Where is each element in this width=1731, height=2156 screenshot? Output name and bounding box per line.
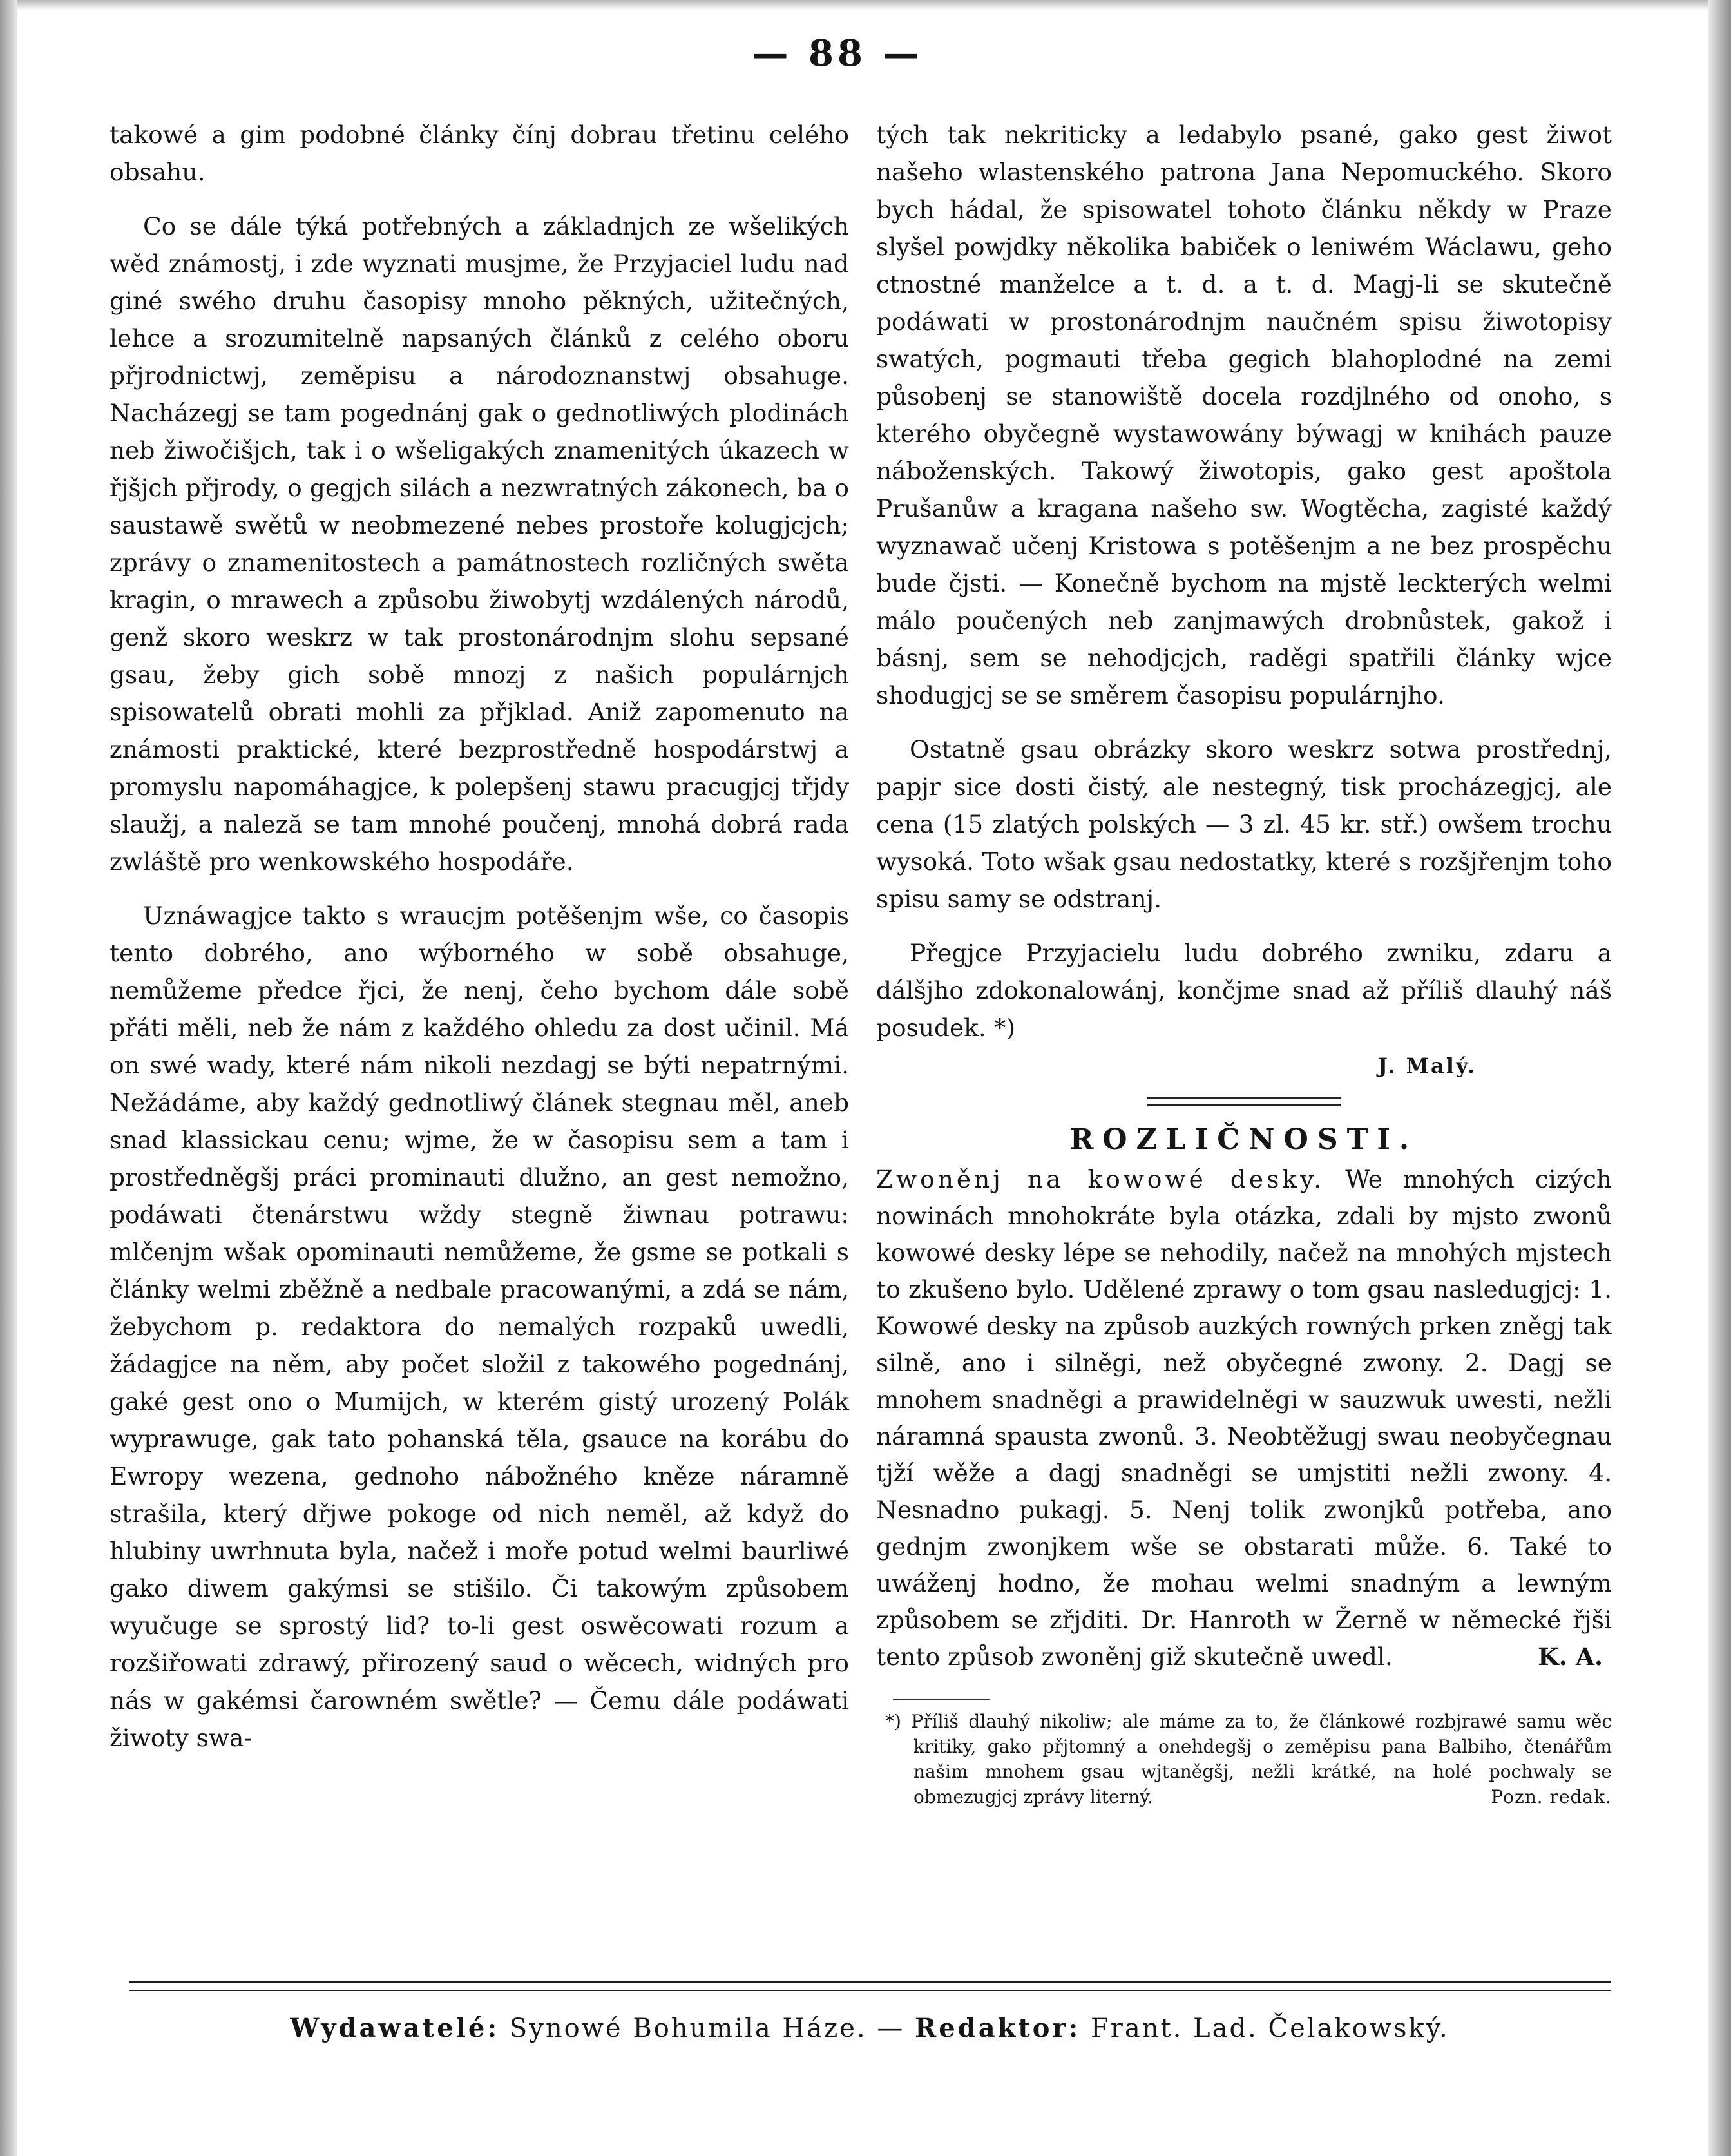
left-column xyxy=(110,116,849,1757)
footnote xyxy=(876,1709,1612,1809)
entry-heading: Zwoněnj na kowowé desky. xyxy=(876,1165,1325,1193)
section-divider xyxy=(1147,1097,1341,1106)
entry-signature: K. A. xyxy=(1538,1642,1603,1671)
left-paragraph-2: Co se dále týká potřebných a základnjch ze wšelikých wěd známostj, i zde wyznati musjme, že Przyjaciel ludu nad giné swého druhu časopisy mnoho pěkných, užitečných, lehce a srozumitelně napsaných článků z celého oboru přjrodnictwj, zeměpisu a národoznanstwj obsahuge. Nacházegj se tam pogednánj gak o gednotliwých plodinách neb žiwočišjch, tak i o wšeligakých znamenitých úkazech w řjšjch přjrody, o gegjch silách a nezwratných zákonech, ba o saustawě swětů w neobmezené nebes prostoře kolugjcjch; zprávy o znamenitostech a památnostech rozličných swěta kragin, o mrawech a způsobu žiwobytj wzdálených národů, genž skoro weskrz w tak prostonárodnjm slohu sepsané gsau, žeby gich sobě mnozj z našich populárnjch spisowatelů obrati mohli za přjklad. Aniž zapomenuto na známosti praktické, které bezprostředně hospodárstwj a promyslu napomáhagjce, k polepšenj stawu pracugjcj třjdy slaužj, a naleză se tam mnohé poučenj, mnohá dobrá rada zwláště pro wenkowského hospodáře. xyxy=(110,212,849,876)
right-paragraph-2: Ostatně gsau obrázky skoro weskrz sotwa prostřednj, papjr sice dosti čistý, ale nestegný, tisk procházegjcj, ale cena (15 zlatých polských — 3 zl. 45 kr. stř.) owšem trochu wysoká. Toto wšak gsau nedostatky, které s rozšjřenjm toho spisu samy se odstranj. xyxy=(876,735,1612,913)
footnote-text: *) Příliš dlauhý nikoliw; ale máme za to, že článkowé rozbjrawé samu wěc kritiky, gako přjtomný a onehdegšj o zeměpisu pana Balbiho, čtenářům našim mnohem gsau wjtaněgšj, nežli krátké, na holé pochwaly se obmezugjcj zprávy literný. xyxy=(885,1711,1612,1807)
right-paragraph-1: tých tak nekriticky a ledabylo psané, gako gest žiwot našeho wlastenského patrona Jana Nepomuckého. Skoro bych hádal, že spisowatel tohoto článku někdy w Praze slyšel powjdky několika babiček o leniwém Wáclawu, geho ctnostné manželce a t. d. a t. d. Magj-li se skutečně podáwati w prostonárodnjm naučném spisu žiwotopisy swatých, pogmauti třeba gegich blahoplodné na zemi působenj se stanowiště docela rozdjlného od onoho, s kterého obyčegně wystawowány býwagj w knihách pauze náboženských. Takowý žiwotopis, gako gest apoštola Prušanůw a kragana našeho sw. Wogtěcha, zagisté každý wyznawač učenj Kristowa s potěšenjm a ne bez prospěchu bude čjsti. — Konečně bychom na mjstě leckterých welmi málo poučených neb zanjmawých drobnůstek, gakož i básnj, sem se nehodjcjch, raděgi spatřili články wjce shodugjcj se se směrem časopisu populárnjho. xyxy=(876,120,1612,709)
footnote-signature: Pozn. redak. xyxy=(1491,1786,1612,1807)
scan-edge-top xyxy=(0,0,1731,10)
left-paragraph-3: Uznáwagjce takto s wraucjm potěšenjm wše, co časopis tento dobrého, ano wýborného w sobě obsahuge, nemůžeme předce řjci, že nenj, čeho bychom dále sobě přáti měli, neb že nám z každého ohledu za dost učinil. Má on swé wady, které nám nikoli nezdagj se býti nepatrnými. Nežádáme, aby každý gednotliwý článek stegnau měl, aneb snad klassickau cenu; wjme, že w časopisu sem a tam i prostředněgšj práci prominauti dlužno, an gest nemožno, podáwati čtenárstwu wždy stegně žiwnau potrawu: mlčenjm wšak opominauti nemůžeme, že gsme se potkali s články welmi zběžně a nedbale pracowanými, a zdá se nám, žebychom p. redaktora do nemalých rozpaků uwedli, žádagjce na něm, aby počet složil z takowého pogednánj, gaké gest ono o Mumijch, w kterém gistý urozený Polák wyprawuge, gak tato pohanská těla, gsauce na korábu do Ewropy wezena, gednoho nábožného kněze náramně strašila, který dřjwe pokoge od nich neměl, až když do hlubiny uwrhnuta byla, načež i moře potud welmi baurliwé gako diwem gakýmsi se stišilo. Či takowým způsobem wyučuge se sprostý lid? to-li gest oswěcowati rozum a rozšiřowati zdrawý, přirozený saud o wěcech, widných pro nás w gakémsi čarowném swětle? — Čemu dále podáwati žiwoty swa- xyxy=(110,901,849,1752)
left-paragraph-1: takowé a gim podobné články čínj dobrau třetinu celého obsahu. xyxy=(110,120,849,186)
bottom-rule xyxy=(129,1981,1611,1991)
scan-edge-right xyxy=(1708,0,1731,2156)
right-paragraph-3: Přegjce Przyjacielu ludu dobrého zwniku, zdaru a dálšjho zdokonalowánj, končjme snad až příliš dlauhý náš posudek. *) xyxy=(876,939,1612,1042)
right-column xyxy=(876,116,1612,1809)
miscellany-entry xyxy=(876,1161,1612,1675)
scan-edge-left xyxy=(0,0,17,2156)
colophon-separator: — xyxy=(877,2014,905,2043)
page-number: — 88 — xyxy=(752,32,923,75)
entry-text: We mnohých cizých nowinách mnohokráte byla otázka, zdali by mjsto zwonů kowowé desky lépe se nehodily, načež na mnohých mjstech to zkušeno bylo. Udělené zprawy o tom gsau nasledugjcj: 1. Kowowé desky na způsob auzkých rowných prken zněgj tak silně, ano i silněgi, než obyčegné zwony. 2. Dagj se mnohem snadněgi a prawidelněgi w sauzwuk uwesti, nežli náramná spausta zwonů. 3. Neobtěžugj swau neobyčegnau tjží wěže a dagj snadněgi se umjstiti nežli zwony. 4. Nesnadno pukagj. 5. Nenj tolik zwonjků potřeba, ano gednjm zwonjkem wše se obstarati může. 6. Také to uwáženj hodno, že mohau welmi snadným a lewným způsobem se zřjditi. Dr. Hanroth w Žerně w německé řjši tento způsob zwoněnj giž skutečně uwedl. xyxy=(876,1165,1612,1671)
section-title: ROZLIČNOSTI. xyxy=(1069,1123,1419,1156)
colophon xyxy=(129,2009,1611,2048)
publishers-name: Synowé Bohumila Háze. xyxy=(509,2014,867,2043)
review-signature: J. Malý. xyxy=(1377,1054,1477,1078)
editor-label: Redaktor: xyxy=(915,2013,1081,2043)
editor-name: Frant. Lad. Čelakowský. xyxy=(1091,2014,1449,2043)
footnote-divider xyxy=(893,1699,990,1700)
publishers-label: Wydawatelé: xyxy=(290,2013,500,2043)
